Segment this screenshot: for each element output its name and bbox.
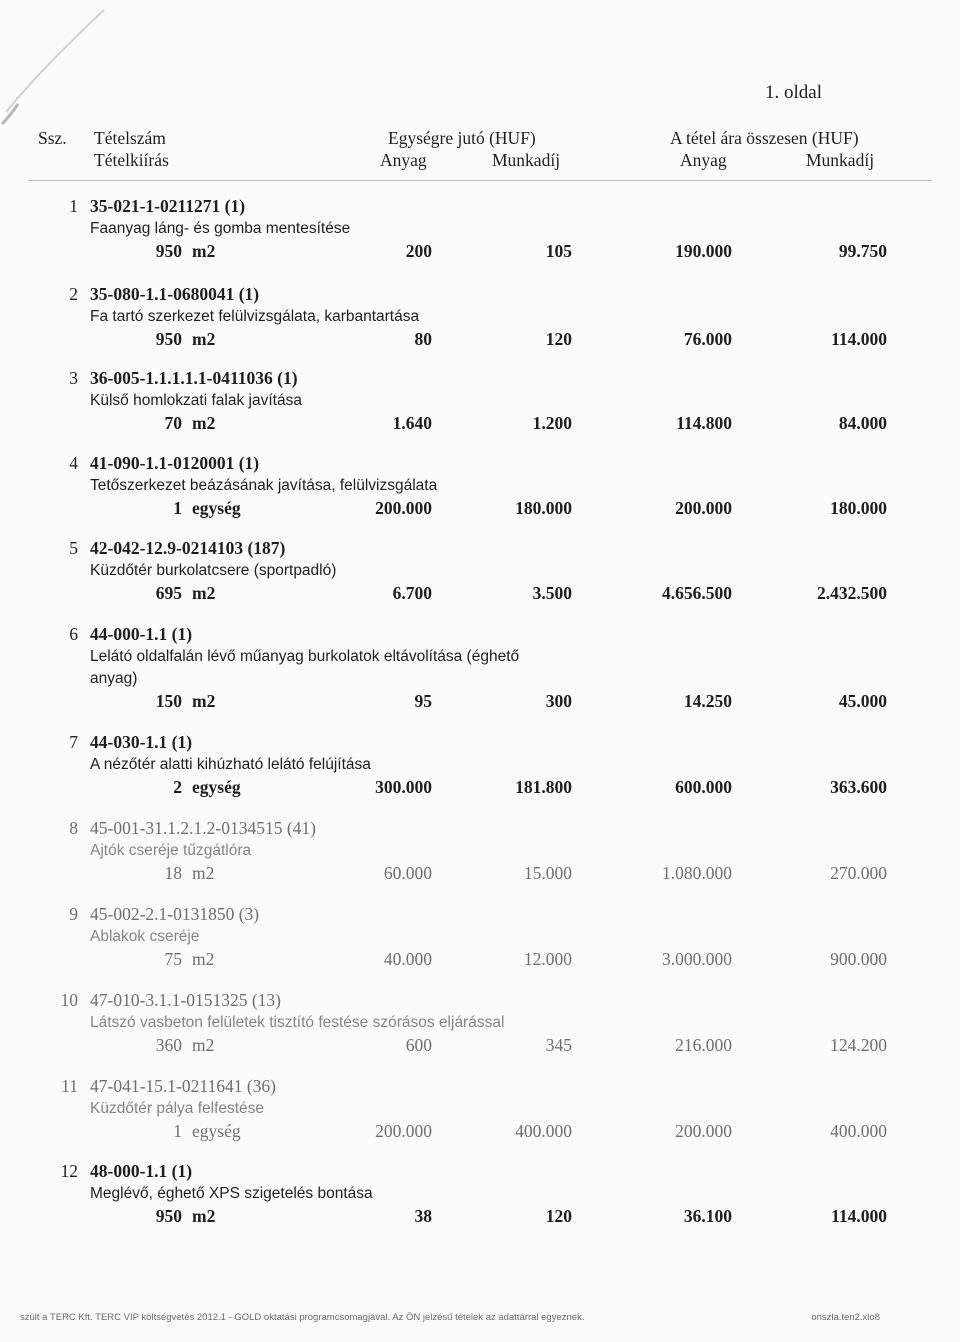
unit-labor-price: 1.200: [532, 413, 572, 433]
item-code: 42-042-12.9-0214103 (187): [90, 538, 286, 558]
total-material-price: 36.100: [683, 1206, 732, 1226]
item-number: 5: [69, 538, 78, 558]
total-material-price: 216.000: [675, 1035, 732, 1055]
header-ssz: Ssz.: [38, 128, 67, 148]
quantity-unit: m2: [192, 329, 216, 349]
quantity-unit: m2: [192, 241, 216, 261]
quantity-unit: egység: [192, 777, 241, 797]
item-code: 45-001-31.1.2.1.2-0134515 (41): [90, 818, 317, 838]
quantity-value: 950: [155, 329, 182, 349]
line-item: [0, 904, 960, 994]
quantity-value: 1: [173, 1121, 182, 1141]
unit-material-price: 200.000: [375, 1121, 432, 1141]
unit-material-price: 300.000: [375, 777, 432, 797]
unit-material-price: 600: [405, 1035, 432, 1055]
line-item: [0, 538, 960, 628]
page-footer: [20, 1312, 940, 1323]
line-item: [0, 284, 960, 374]
header-total-anyag: Anyag: [680, 150, 727, 170]
header-tetelszam: Tételszám: [94, 128, 166, 148]
unit-material-price: 6.700: [392, 583, 432, 603]
total-labor-price: 363.600: [830, 777, 887, 797]
line-item: [0, 990, 960, 1080]
item-code: 47-041-15.1-0211641 (36): [90, 1076, 276, 1096]
quantity-value: 1: [173, 498, 182, 518]
quantity-unit: m2: [192, 1035, 215, 1055]
item-code: 44-000-1.1 (1): [90, 624, 193, 644]
quantity-unit: m2: [192, 863, 215, 883]
quantity-unit: m2: [192, 583, 216, 603]
unit-labor-price: 181.800: [515, 777, 572, 797]
quantity-value: 950: [155, 241, 182, 261]
item-description: Lelátó oldalfalán lévő műanyag burkolatok eltávolítása (éghető anyag): [90, 648, 520, 687]
item-number: 6: [69, 624, 78, 644]
header-divider: [28, 180, 932, 181]
footer-note: szült a TERC Kft. TERC VIP költségvetés 2012.1 - GOLD oktatási programcsomagjával. Az ÖN jelzésű tételek az adattárral egyeznek.: [20, 1312, 585, 1323]
quantity-value: 950: [155, 1206, 182, 1226]
item-description: Meglévő, éghető XPS szigetelés bontása: [90, 1185, 373, 1202]
unit-labor-price: 12.000: [523, 949, 572, 969]
total-material-price: 76.000: [683, 329, 732, 349]
header-unit-munkadij: Munkadíj: [492, 150, 561, 170]
total-material-price: 600.000: [675, 777, 732, 797]
item-number: 2: [69, 284, 78, 304]
quantity-unit: m2: [192, 691, 216, 711]
footer-filename: onszla.ten2.xlo8: [811, 1312, 880, 1323]
total-labor-price: 180.000: [830, 498, 887, 518]
unit-material-price: 200.000: [375, 498, 432, 518]
item-number: 8: [69, 818, 78, 838]
unit-material-price: 95: [414, 691, 432, 711]
line-item: [0, 196, 960, 286]
item-description: Ajtók cseréje tűzgátlóra: [90, 842, 252, 859]
total-labor-price: 2.432.500: [817, 583, 887, 603]
unit-labor-price: 400.000: [515, 1121, 572, 1141]
total-labor-price: 84.000: [838, 413, 887, 433]
total-labor-price: 270.000: [830, 863, 887, 883]
total-labor-price: 400.000: [830, 1121, 887, 1141]
unit-labor-price: 3.500: [532, 583, 572, 603]
item-description: A nézőtér alatti kihúzható lelátó felújítása: [90, 756, 371, 773]
line-item: [0, 624, 960, 734]
quantity-unit: m2: [192, 949, 215, 969]
unit-labor-price: 345: [545, 1035, 572, 1055]
item-code: 41-090-1.1-0120001 (1): [90, 453, 260, 473]
quantity-value: 18: [164, 863, 182, 883]
item-code: 48-000-1.1 (1): [90, 1161, 193, 1181]
line-item: [0, 818, 960, 908]
quantity-value: 2: [173, 777, 182, 797]
item-description: Tetőszerkezet beázásának javítása, felülvizsgálata: [90, 477, 438, 494]
scan-corner-mark: [0, 0, 140, 130]
item-number: 10: [60, 990, 78, 1010]
total-labor-price: 114.000: [831, 1206, 887, 1226]
quantity-value: 150: [155, 691, 182, 711]
total-material-price: 1.080.000: [662, 863, 732, 883]
header-unit-price-group: Egységre jutó (HUF): [388, 128, 536, 148]
item-code: 44-030-1.1 (1): [90, 732, 193, 752]
total-material-price: 114.800: [676, 413, 732, 433]
item-number: 3: [69, 368, 78, 388]
total-material-price: 4.656.500: [662, 583, 732, 603]
item-number: 11: [61, 1076, 78, 1096]
item-description: Látszó vasbeton felületek tisztító festése szórásos eljárással: [90, 1014, 505, 1031]
item-number: 7: [69, 732, 78, 752]
quantity-value: 70: [164, 413, 182, 433]
item-description: Faanyag láng- és gomba mentesítése: [90, 220, 351, 237]
total-material-price: 200.000: [675, 1121, 732, 1141]
unit-material-price: 40.000: [383, 949, 432, 969]
item-number: 4: [69, 453, 78, 473]
unit-labor-price: 180.000: [515, 498, 572, 518]
quantity-unit: m2: [192, 1206, 216, 1226]
item-description: Küzdőtér pálya felfestése: [90, 1100, 265, 1117]
item-code: 36-005-1.1.1.1.1-0411036 (1): [90, 368, 298, 388]
header-tetelkiiras: Tételkiírás: [94, 150, 169, 170]
unit-material-price: 38: [414, 1206, 432, 1226]
unit-labor-price: 120: [545, 1206, 572, 1226]
line-item: [0, 1161, 960, 1251]
quantity-value: 75: [164, 949, 182, 969]
item-code: 35-021-1-0211271 (1): [90, 196, 246, 216]
item-number: 9: [69, 904, 78, 924]
header-total-price-group: A tétel ára összesen (HUF): [670, 128, 859, 148]
quantity-value: 695: [155, 583, 182, 603]
line-item: [0, 732, 960, 822]
item-number: 1: [69, 196, 78, 216]
unit-labor-price: 105: [545, 241, 572, 261]
total-material-price: 200.000: [675, 498, 732, 518]
item-description: Fa tartó szerkezet felülvizsgálata, karbantartása: [90, 308, 420, 325]
line-item: [0, 368, 960, 458]
total-labor-price: 900.000: [830, 949, 887, 969]
total-labor-price: 99.750: [838, 241, 887, 261]
total-labor-price: 114.000: [831, 329, 887, 349]
total-material-price: 3.000.000: [662, 949, 732, 969]
item-code: 45-002-2.1-0131850 (3): [90, 904, 260, 924]
total-labor-price: 45.000: [838, 691, 887, 711]
unit-labor-price: 300: [545, 691, 572, 711]
total-material-price: 14.250: [683, 691, 732, 711]
unit-material-price: 1.640: [392, 413, 432, 433]
page-number: 1. oldal: [765, 82, 822, 103]
item-description: Küzdőtér burkolatcsere (sportpadló): [90, 562, 337, 579]
item-code: 35-080-1.1-0680041 (1): [90, 284, 260, 304]
item-description: Ablakok cseréje: [90, 928, 200, 945]
unit-material-price: 80: [414, 329, 432, 349]
unit-labor-price: 15.000: [523, 863, 572, 883]
item-code: 47-010-3.1.1-0151325 (13): [90, 990, 282, 1010]
line-item: [0, 1076, 960, 1166]
header-total-munkadij: Munkadíj: [806, 150, 875, 170]
total-labor-price: 124.200: [830, 1035, 887, 1055]
total-material-price: 190.000: [675, 241, 732, 261]
item-description: Külső homlokzati falak javítása: [90, 392, 302, 409]
line-item: [0, 453, 960, 543]
unit-labor-price: 120: [545, 329, 572, 349]
item-number: 12: [60, 1161, 78, 1181]
unit-material-price: 60.000: [383, 863, 432, 883]
quantity-unit: m2: [192, 413, 216, 433]
quantity-unit: egység: [192, 498, 241, 518]
header-unit-anyag: Anyag: [380, 150, 427, 170]
unit-material-price: 200: [405, 241, 432, 261]
quantity-value: 360: [155, 1035, 182, 1055]
quantity-unit: egység: [192, 1121, 241, 1141]
